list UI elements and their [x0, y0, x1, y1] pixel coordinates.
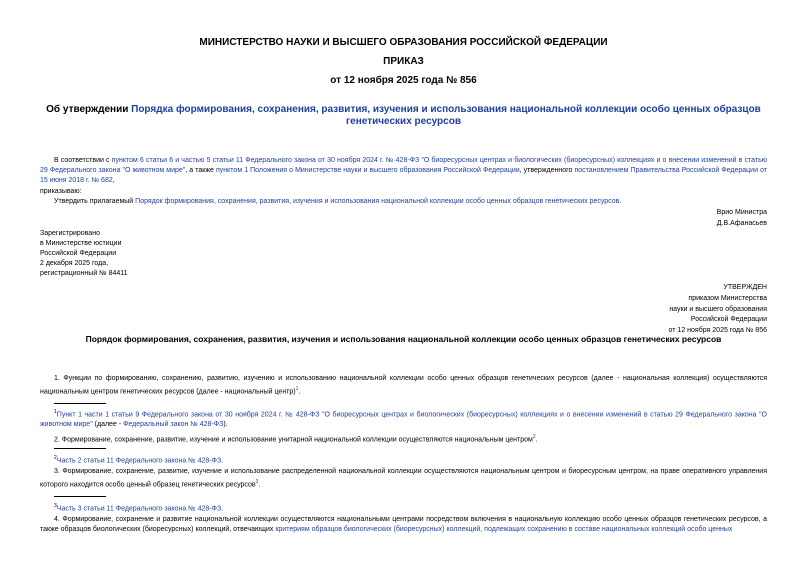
approved-line-2: приказом Министерства [688, 294, 767, 302]
footnote-3-mark: 3 [54, 503, 57, 509]
footnote-1-end: ). [223, 421, 228, 429]
preamble-law-link[interactable]: пунктом 6 статьи 6 и частью 5 статьи 11 Федерального закона от 30 ноября 2024 г. № 428-ФЗ "О биоресурсных центрах и биологических (биоресурсных) коллекциях и о внесении изменений в статью 29 Федерального закона "О животном мире" [40, 157, 768, 174]
footnote-1 [40, 407, 767, 430]
approve-procedure-link[interactable]: Порядок формирования, сохранения, развития, изучения и использования национальной коллекции особо ценных образцов генетических ресурсов [135, 198, 620, 205]
order-title-prefix: Об утверждении [46, 104, 132, 115]
paragraph-1-end: . [298, 388, 301, 396]
approved-line-1: УТВЕРЖДЕН [723, 284, 767, 291]
footnote-divider-1 [54, 403, 106, 404]
approve-end: . [619, 198, 622, 205]
registration-line-4: 2 декабря 2025 года, [40, 260, 109, 267]
footnote-2 [54, 453, 223, 466]
paragraph-1-text: 1. Функции по формированию, сохранению, развитию, изучению и использованию национальной коллекции особо ценных образцов генетических ресурсов (далее - национальная коллекция) осуществляются национальным центром генетических ресурсов (далее - национальный центр) [40, 375, 767, 396]
approved-line-4: Российской Федерации [690, 316, 767, 324]
order-title-link[interactable]: Порядка формирования, сохранения, развития, изучения и использования национальной коллекции особо ценных образцов генетических ресурсов [131, 104, 761, 127]
footnote-ref-3[interactable]: 3 [255, 479, 259, 485]
paragraph-4 [40, 515, 767, 535]
order-title [40, 104, 767, 128]
preamble-text-4: , [112, 177, 115, 184]
footnote-3 [54, 501, 223, 514]
preamble-paragraph [40, 156, 767, 186]
preamble-text-1: В соответствии с [54, 157, 112, 164]
registration-block [40, 229, 128, 279]
approved-line-5: от 12 ноября 2025 года № 856 [668, 327, 767, 335]
footnote-ref-1[interactable]: 1 [295, 386, 299, 392]
paragraph-4-text: 4. Формирование, сохранение и развитие национальной коллекции осуществляются национальными центрами посредством включения в национальную коллекцию особо ценных образцов генетических ресурсов, а также образцов биологических (биоресурсных) коллекций, отвечающих [40, 516, 767, 533]
paragraph-1 [40, 374, 767, 397]
registration-line-5: регистрационный № 84411 [40, 270, 128, 277]
order-date-number: от 12 ноября 2025 года № 856 [330, 75, 477, 86]
order-word: приказываю: [40, 188, 82, 195]
paragraph-2 [54, 432, 538, 445]
approve-text: Утвердить прилагаемый [54, 198, 136, 205]
ministry-heading: МИНИСТЕРСТВО НАУКИ И ВЫСШЕГО ОБРАЗОВАНИЯ РОССИЙСКОЙ ФЕДЕРАЦИИ [199, 37, 608, 48]
doc-type-heading: ПРИКАЗ [383, 56, 424, 67]
footnote-2-link[interactable]: Часть 2 статьи 11 Федерального закона № 428-ФЗ [56, 457, 222, 465]
registration-line-1: Зарегистрировано [40, 230, 100, 237]
footnote-divider-2 [54, 448, 106, 449]
preamble-text-3: , утвержденного [519, 167, 575, 174]
footnote-1-short-law-link[interactable]: Федеральный закон № 428-ФЗ [123, 421, 224, 429]
footnote-1-mark: 1 [54, 409, 57, 415]
approved-line-3: науки и высшего образования [669, 305, 767, 313]
preamble-text-2: , а также [185, 167, 216, 174]
procedure-title: Порядок формирования, сохранения, развития, изучения и использования национальной коллекции особо ценных образцов генетических ресурсов [85, 334, 722, 344]
signature-role: Врио Министра [716, 209, 767, 216]
footnote-ref-2[interactable]: 2 [532, 434, 536, 440]
paragraph-3-end: . [258, 481, 261, 489]
footnote-2-end: . [221, 457, 224, 465]
paragraph-4-criteria-link[interactable]: критериям образцов биологических (биоресурсных) коллекций, подлежащих сохранению в составе национальных коллекций особо ценных [275, 526, 733, 533]
footnote-1-text: (далее - [92, 421, 124, 429]
preamble-decree-link[interactable]: постановлением Правительства Российской Федерации от 15 июня 2018 г. № 682 [40, 167, 768, 184]
registration-line-2: в Министерстве юстиции [40, 240, 122, 247]
paragraph-3 [40, 467, 767, 490]
footnote-1-law-link[interactable]: Пункт 1 части 1 статьи 9 Федерального закона от 30 ноября 2024 г. № 428-ФЗ "О биоресурсных центрах и биологических (биоресурсных) коллекциях и о внесении изменений в статью 29 Федерального закона "О животном мире" [40, 411, 767, 429]
registration-line-3: Российской Федерации [40, 250, 117, 257]
footnote-3-end: . [221, 505, 224, 513]
approved-block [547, 283, 767, 337]
footnote-2-mark: 2 [54, 455, 57, 461]
signature-name: Д.В.Афанасьев [716, 220, 767, 227]
paragraph-3-text: 3. Формирование, сохранение, развитие, изучение и использование распределенной национальной коллекции осуществляются национальным центром и биоресурсным центром, на праве оперативного управления которого находится особо ценный образец генетических ресурсов [40, 468, 767, 489]
paragraph-2-text: 2. Формирование, сохранение, развитие, изучение и использование унитарной национальной коллекции осуществляются национальным центром [54, 436, 533, 444]
preamble-regulation-link[interactable]: пунктом 1 Положения о Министерстве науки и высшего образования Российской Федерации [216, 167, 520, 174]
paragraph-2-end: . [535, 436, 538, 444]
footnote-3-link[interactable]: Часть 3 статьи 11 Федерального закона № 428-ФЗ [56, 505, 222, 513]
approve-paragraph [54, 197, 621, 207]
footnote-divider-3 [54, 496, 106, 497]
